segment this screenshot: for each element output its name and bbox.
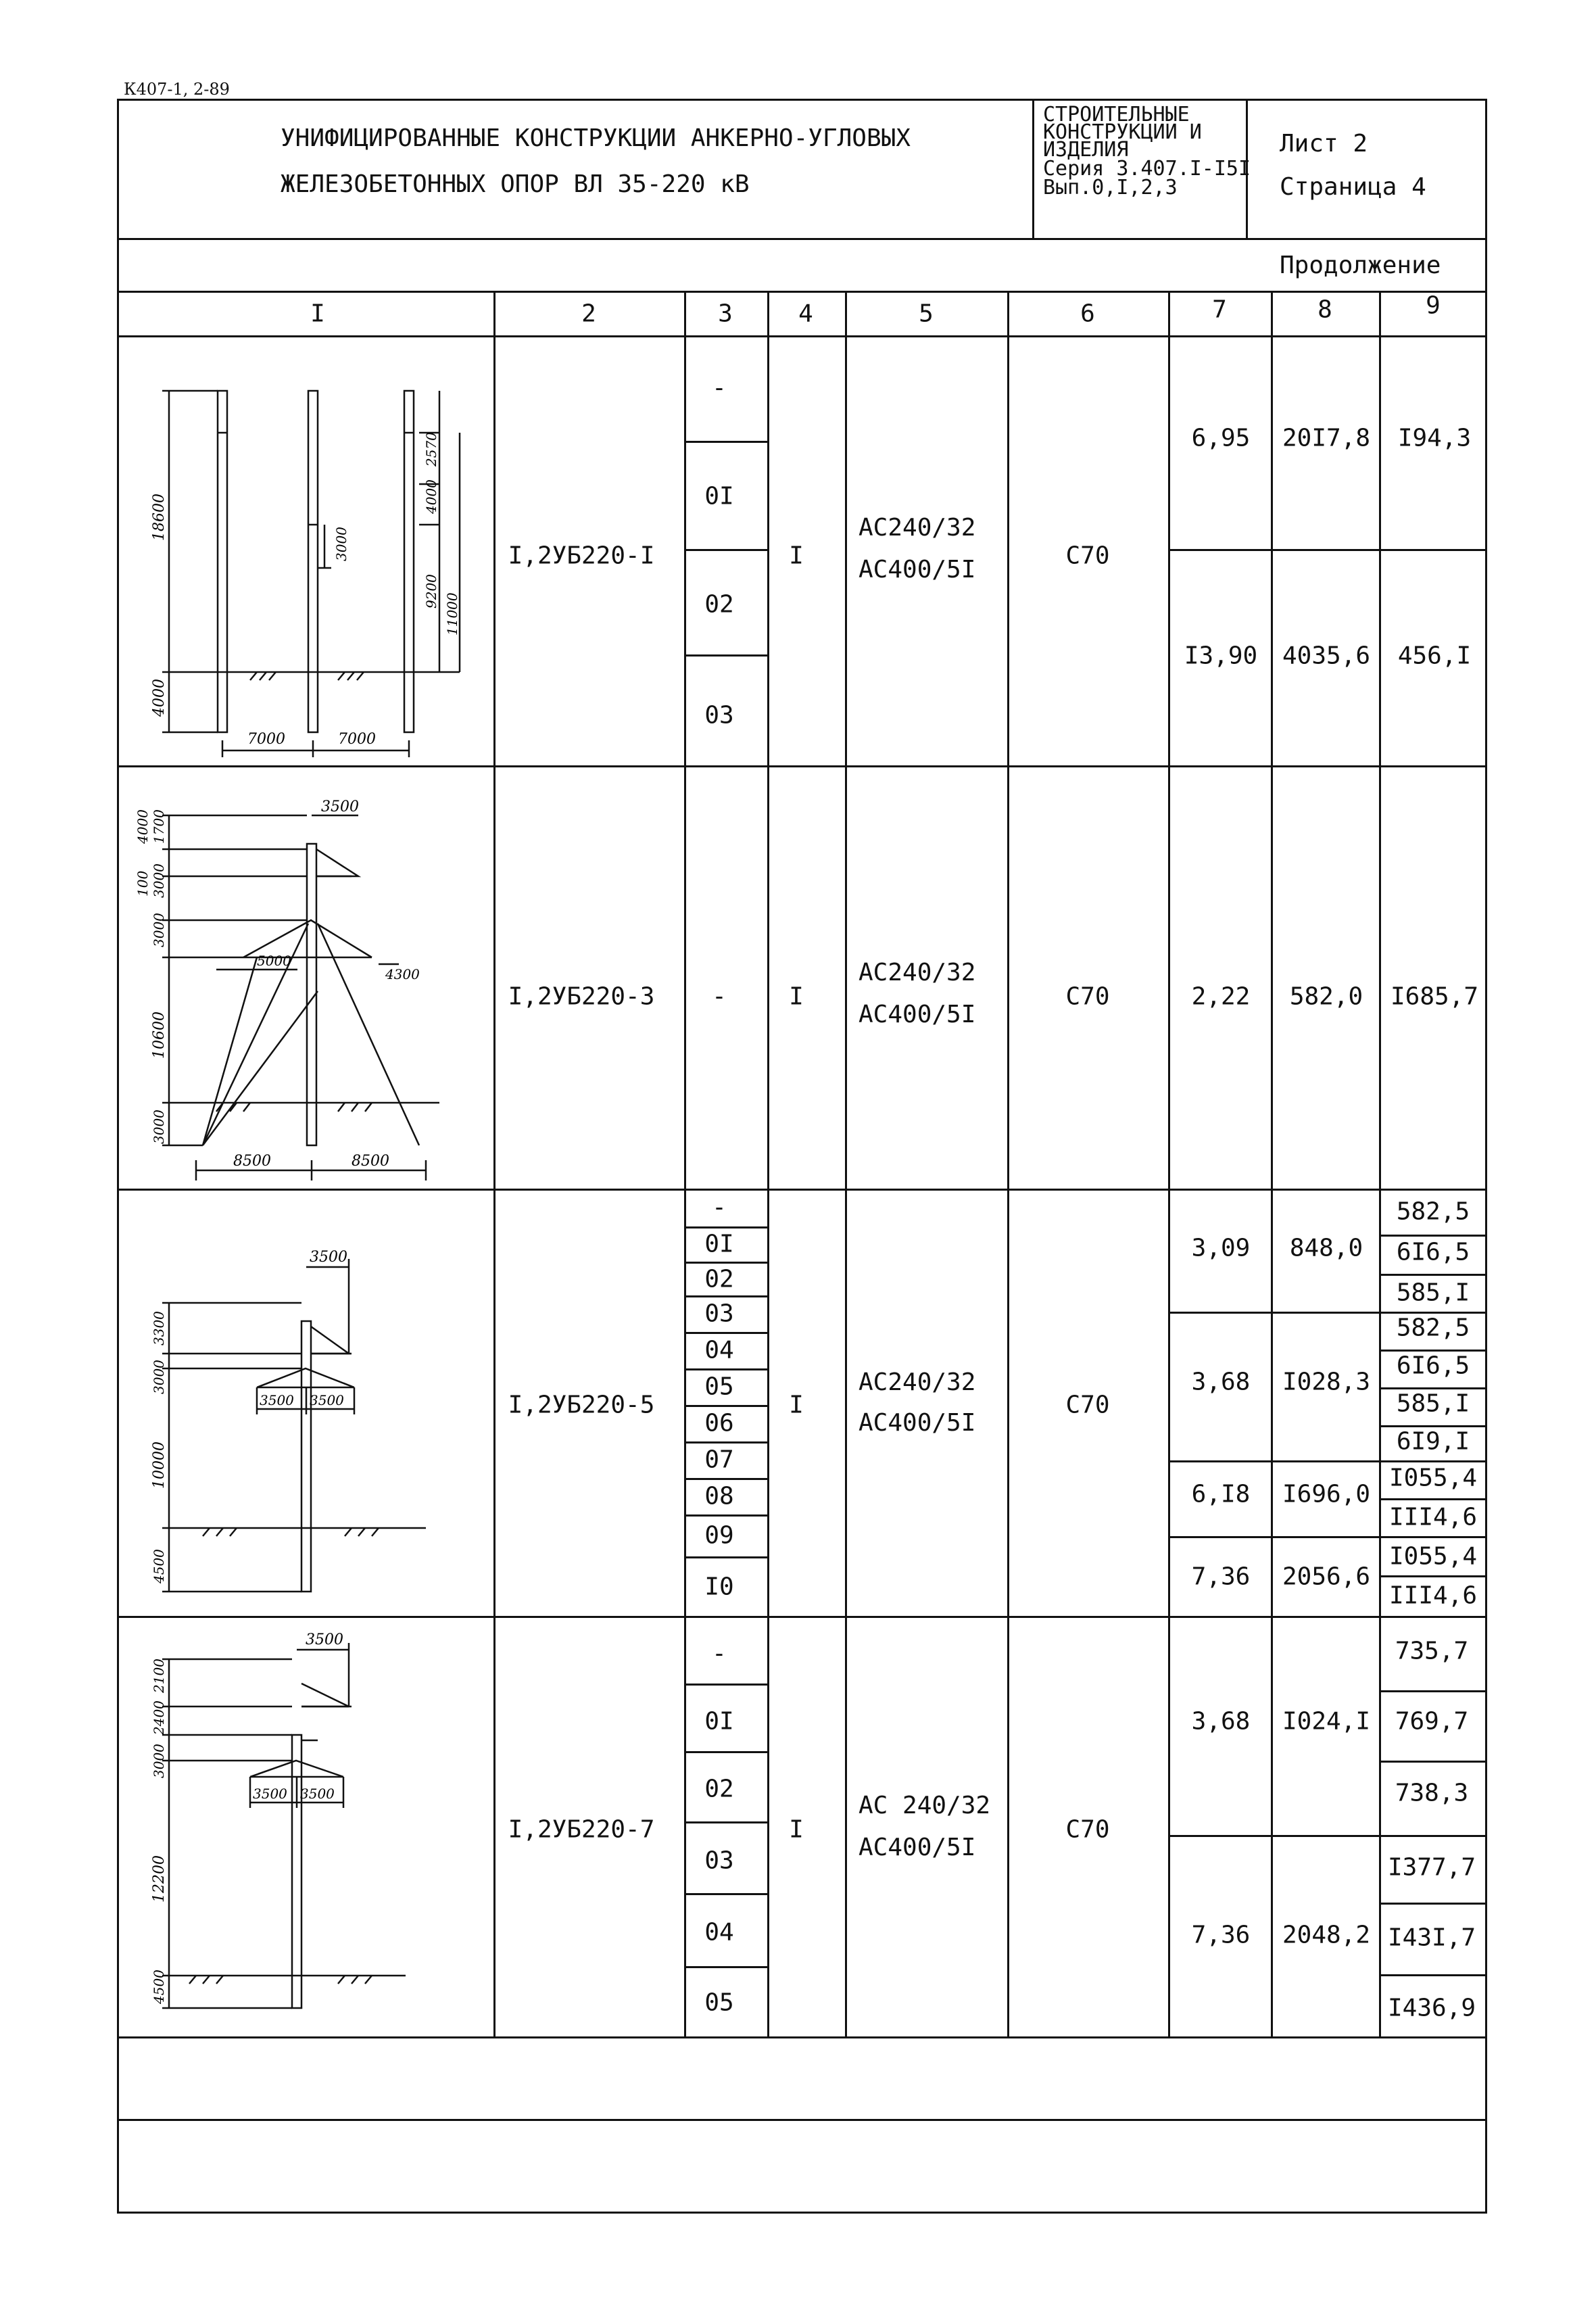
r3-concrete: С70: [1065, 1391, 1110, 1419]
col-header-3: 3: [718, 300, 733, 328]
col-header-2: 2: [581, 300, 596, 328]
r3-c3-rule-10: [684, 1556, 767, 1558]
colhdr-bottom-rule: [117, 335, 1487, 337]
colhdr-top-rule: [117, 291, 1487, 293]
r4-pole: [292, 1735, 301, 2008]
blank-row-rule: [117, 2119, 1487, 2121]
r3-c789-rule-2: [1168, 1460, 1487, 1462]
r4-dim-top: 3500: [306, 1631, 343, 1648]
r2-dim-i: 3000: [151, 1109, 167, 1144]
r3-g3-c7: 6,I8: [1191, 1480, 1251, 1508]
col-header-6: 6: [1080, 300, 1095, 328]
r3-g1-c9-2: 585,I: [1396, 1279, 1470, 1307]
r4-g1-c9-2: 738,3: [1395, 1779, 1469, 1807]
r4-pole-drawing: [122, 1619, 492, 2035]
r3-wire1: АС240/32: [859, 1368, 976, 1396]
r4-wire1: АС 240/32: [859, 1792, 991, 1819]
r3-code: I,2УБ220-5: [508, 1391, 655, 1419]
r4-variant-4: 04: [704, 1918, 734, 1947]
r2-pole-drawing: [122, 768, 492, 1187]
r1-wire2: АС400/5I: [859, 556, 976, 583]
r3-c3-rule-6: [684, 1405, 767, 1407]
col-rule-1: [493, 291, 495, 2036]
header-series-line3: ИЗДЕЛИЯ: [1043, 138, 1129, 162]
r3-dim-f: 4500: [151, 1549, 167, 1583]
r3-c9-rule-7: [1379, 1575, 1487, 1577]
r4-g2-c9-0: I377,7: [1387, 1853, 1476, 1882]
r4-g1-c9-1: 769,7: [1395, 1707, 1469, 1736]
r1-c3-rule-c: [684, 654, 767, 657]
r3-variant-4: 04: [704, 1336, 734, 1364]
r1-wire1: АС240/32: [859, 514, 976, 542]
r3-c3-rule-8: [684, 1478, 767, 1480]
r1-g2-c9: 456,I: [1397, 642, 1472, 670]
col-rule-8: [1379, 291, 1381, 2036]
r3-c3-rule-4: [684, 1332, 767, 1334]
r1-variant-3: 03: [704, 701, 734, 730]
r1-dim-d5: 11000: [444, 592, 460, 636]
r1-c789-rule: [1168, 549, 1487, 551]
header-title-line2: ЖЕЛЕЗОБЕТОННЫХ ОПОР ВЛ 35-220 кВ: [281, 170, 750, 198]
r4-c9-rule-1: [1379, 1690, 1487, 1692]
r2-g1-c7: 2,22: [1191, 982, 1251, 1011]
header-page: Страница 4: [1280, 173, 1426, 201]
header-series-line5: Вып.0,I,2,3: [1043, 176, 1178, 199]
header-title-line1: УНИФИЦИРОВАННЫЕ КОНСТРУКЦИИ АНКЕРНО-УГЛОВЫХ: [281, 124, 911, 152]
r1-dim-d3: 4000: [423, 479, 439, 514]
r1-g1-c8: 20I7,8: [1282, 424, 1371, 452]
r2-dim-f: 5000: [257, 953, 291, 969]
col-rule-5: [1007, 291, 1009, 2036]
col-rule-4: [845, 291, 847, 2036]
doc-code: К407-1, 2-89: [124, 80, 230, 99]
r4-dim-c: 3000: [151, 1744, 167, 1778]
r1-col4: I: [789, 542, 804, 570]
col-header-7: 7: [1212, 295, 1227, 324]
r3-g1-c8: 848,0: [1289, 1234, 1363, 1262]
row-rule-4: [117, 2036, 1487, 2038]
r1-variant-0: -: [712, 374, 727, 402]
r1-dim-d4: 9200: [423, 574, 439, 608]
r4-c3-rule-3: [684, 1821, 767, 1823]
header-vrule-1: [1032, 99, 1034, 239]
r3-c9-rule-2: [1379, 1274, 1487, 1276]
header-series-line1: СТРОИТЕЛЬНЫЕ: [1043, 103, 1190, 126]
r3-pole: [301, 1321, 311, 1592]
r1-g1-c9: I94,3: [1397, 424, 1472, 452]
r3-dim-a: 3300: [151, 1311, 167, 1345]
col-header-4: 4: [798, 300, 813, 328]
r2-dim-top: 3500: [321, 798, 359, 815]
r3-g3-c9-1: III4,6: [1388, 1503, 1478, 1531]
r4-g1-c8: I024,I: [1282, 1707, 1371, 1736]
r3-c9-rule-6: [1379, 1498, 1487, 1500]
r1-pole-3: [404, 391, 414, 732]
r3-g3-c8: I696,0: [1282, 1480, 1371, 1508]
r2-dim-a: 1700: [151, 809, 167, 844]
r3-c789-rule-3: [1168, 1536, 1487, 1538]
r2-g1-c9: I685,7: [1390, 982, 1479, 1011]
r2-code: I,2УБ220-3: [508, 982, 655, 1011]
r1-pole-1: [218, 391, 227, 732]
r3-variant-0: -: [712, 1193, 727, 1222]
r3-g2-c9-3: 6I9,I: [1396, 1427, 1470, 1456]
col-rule-3: [767, 291, 769, 2036]
row-rule-1: [117, 765, 1487, 767]
r3-dim-d: 3500: [310, 1392, 344, 1408]
r3-g2-c7: 3,68: [1191, 1368, 1251, 1396]
r3-g4-c9-1: III4,6: [1388, 1581, 1478, 1610]
r4-g2-c9-1: I43I,7: [1387, 1924, 1476, 1952]
r4-dim-e: 3500: [300, 1786, 335, 1802]
r2-dim-d: 100: [135, 870, 151, 897]
r3-dim-top: 3500: [310, 1249, 347, 1266]
row-rule-2: [117, 1189, 1487, 1191]
r3-g2-c9-2: 585,I: [1396, 1389, 1470, 1418]
r1-concrete: С70: [1065, 542, 1110, 570]
r4-c3-rule-2: [684, 1751, 767, 1753]
r3-c9-rule-1: [1379, 1235, 1487, 1237]
r3-g2-c9-0: 582,5: [1396, 1314, 1470, 1342]
r2-dim-c: 3000: [151, 863, 167, 898]
r1-dim-w2: 7000: [338, 731, 376, 748]
r3-g4-c7: 7,36: [1191, 1562, 1251, 1591]
r4-g2-c7: 7,36: [1191, 1921, 1251, 1949]
r3-c3-rule-3: [684, 1295, 767, 1297]
continuation-label: Продолжение: [1280, 252, 1441, 279]
r1-dim-d1: 3000: [333, 527, 349, 561]
r4-col4: I: [789, 1815, 804, 1844]
r4-variant-1: 0I: [704, 1707, 734, 1736]
r3-variant-6: 06: [704, 1409, 734, 1437]
r3-variant-9: 09: [704, 1521, 734, 1550]
r3-variant-1: 0I: [704, 1230, 734, 1258]
r3-dim-c: 3500: [260, 1392, 294, 1408]
r1-g2-c8: 4035,6: [1282, 642, 1371, 670]
r4-variant-3: 03: [704, 1846, 734, 1875]
r4-c9-rule-3: [1379, 1903, 1487, 1905]
r3-variant-5: 05: [704, 1373, 734, 1401]
r1-dim-d2: 2570: [423, 432, 439, 467]
r1-c3-rule-b: [684, 549, 767, 551]
r1-pole-2: [308, 391, 318, 732]
r1-variant-1: 0I: [704, 482, 734, 510]
r3-g4-c8: 2056,6: [1282, 1562, 1371, 1591]
r4-concrete: С70: [1065, 1815, 1110, 1844]
r1-dim-h2: 4000: [151, 679, 168, 717]
r3-variant-3: 03: [704, 1299, 734, 1328]
r3-c3-rule-7: [684, 1441, 767, 1443]
r4-variant-5: 05: [704, 1988, 734, 2017]
r4-g2-c9-2: I436,9: [1387, 1994, 1476, 2022]
r2-dim-h: 10600: [151, 1011, 168, 1059]
col-header-5: 5: [919, 300, 934, 328]
r3-c3-rule-1: [684, 1226, 767, 1228]
r4-c9-rule-4: [1379, 1974, 1487, 1976]
r2-dim-g: 4300: [385, 966, 420, 982]
r4-wire2: АС400/5I: [859, 1834, 976, 1861]
col-rule-7: [1271, 291, 1273, 2036]
r3-variant-2: 02: [704, 1265, 734, 1293]
r3-c3-rule-9: [684, 1514, 767, 1517]
col-header-1: I: [310, 300, 325, 328]
r3-g2-c8: I028,3: [1282, 1368, 1371, 1396]
r2-dim-w2: 8500: [352, 1153, 389, 1170]
r3-c3-rule-5: [684, 1368, 767, 1370]
r2-concrete: С70: [1065, 982, 1110, 1011]
r3-g1-c7: 3,09: [1191, 1234, 1251, 1262]
r1-variant-2: 02: [704, 590, 734, 619]
r4-c3-rule-1: [684, 1684, 767, 1686]
r3-g4-c9-0: I055,4: [1388, 1542, 1478, 1571]
r3-wire2: АС400/5I: [859, 1409, 976, 1437]
row-rule-3: [117, 1616, 1487, 1618]
col-rule-6: [1168, 291, 1170, 2036]
col-rule-2: [684, 291, 686, 2036]
r3-g1-c9-1: 6I6,5: [1396, 1238, 1470, 1266]
col-header-9: 9: [1426, 291, 1441, 320]
r3-dim-e: 10000: [151, 1441, 168, 1489]
r1-c3-rule-a: [684, 441, 767, 443]
r4-variant-0: -: [712, 1640, 727, 1668]
r1-dim-h1: 18600: [151, 494, 168, 541]
r3-variant-10: I0: [704, 1573, 734, 1601]
r1-code: I,2УБ220-I: [508, 542, 655, 570]
header-sheet: Лист 2: [1280, 130, 1368, 158]
r3-col4: I: [789, 1391, 804, 1419]
r4-code: I,2УБ220-7: [508, 1815, 655, 1844]
r4-dim-a: 2100: [151, 1658, 167, 1693]
r4-variant-2: 02: [704, 1775, 734, 1803]
r2-wire2: АС400/5I: [859, 1001, 976, 1028]
r4-g2-c8: 2048,2: [1282, 1921, 1371, 1949]
header-bottom-rule: [117, 238, 1487, 240]
r3-variant-8: 08: [704, 1482, 734, 1510]
r2-dim-w1: 8500: [233, 1153, 271, 1170]
r3-g2-c9-1: 6I6,5: [1396, 1352, 1470, 1380]
r3-pole-drawing: [122, 1191, 492, 1615]
r3-c3-rule-2: [684, 1262, 767, 1264]
header-series-line2: КОНСТРУКЦИИ И: [1043, 120, 1202, 144]
r4-dim-f: 12200: [151, 1855, 168, 1903]
r2-dim-e: 3000: [151, 913, 167, 947]
r1-dim-w1: 7000: [247, 731, 285, 748]
r3-dim-b: 3000: [151, 1360, 167, 1394]
r3-g1-c9-0: 582,5: [1396, 1197, 1470, 1226]
r4-dim-b: 2400: [151, 1700, 167, 1735]
r2-dim-b: 4000: [135, 809, 151, 844]
r4-c789-rule: [1168, 1835, 1487, 1837]
col-header-8: 8: [1317, 295, 1332, 324]
r4-c9-rule-2: [1379, 1761, 1487, 1763]
r2-wire1: АС240/32: [859, 959, 976, 986]
r4-dim-g: 4500: [151, 1970, 167, 2004]
r4-c3-rule-5: [684, 1966, 767, 1968]
r2-g1-c8: 582,0: [1289, 982, 1363, 1011]
r4-g1-c9-0: 735,7: [1395, 1637, 1469, 1665]
r2-variant-0: -: [712, 982, 727, 1011]
r2-col4: I: [789, 982, 804, 1011]
r1-g1-c7: 6,95: [1191, 424, 1251, 452]
header-series-line4: Серия 3.407.I-I5I: [1043, 157, 1251, 181]
r3-variant-7: 07: [704, 1446, 734, 1474]
r4-g1-c7: 3,68: [1191, 1707, 1251, 1736]
r4-c3-rule-4: [684, 1893, 767, 1895]
r4-dim-d: 3500: [253, 1786, 287, 1802]
r1-pole-drawing: [122, 338, 492, 764]
r1-g2-c7: I3,90: [1184, 642, 1258, 670]
r3-g3-c9-0: I055,4: [1388, 1464, 1478, 1492]
